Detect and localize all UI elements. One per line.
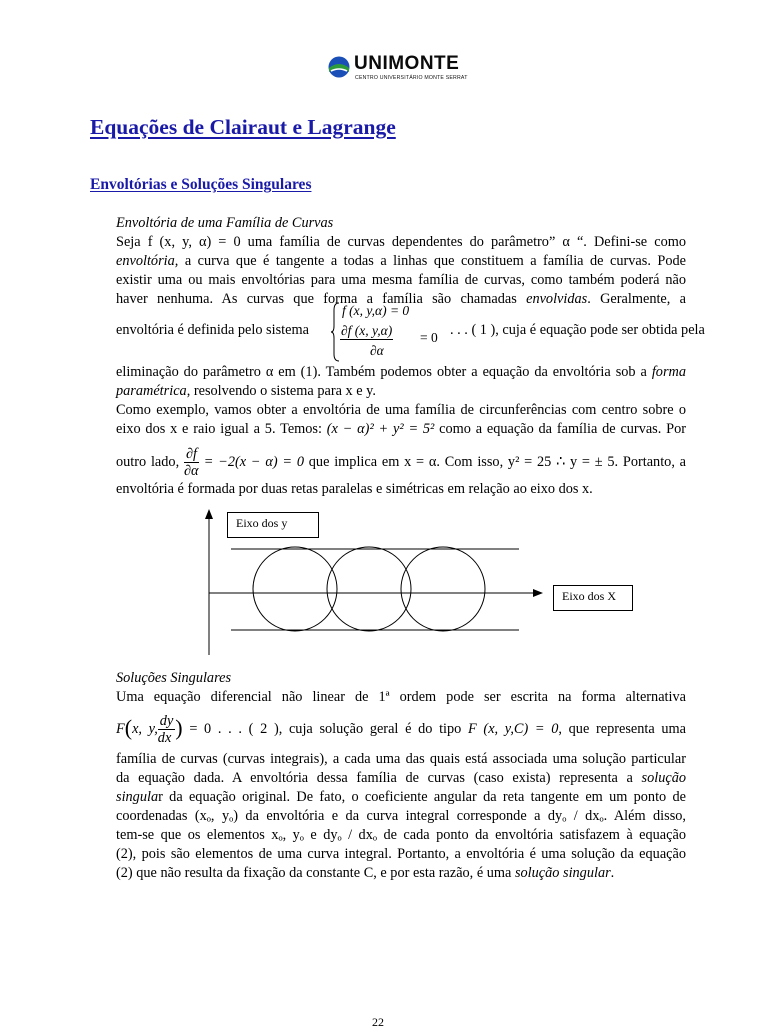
singular-line-4a: da equação dada. A envoltória dessa família de curvas (caso exista) representa a [116, 770, 633, 786]
page-title: Equações de Clairaut e Lagrange [90, 115, 396, 139]
singular-line-7: tem-se que os elementos xₒ, yₒ e dyₒ / dxₒ de cada ponto da envoltória satisfazem à equação [116, 827, 686, 843]
singular-line-9c: . [610, 865, 615, 881]
envelope-line-5b: . . . ( 1 ), cuja é equação pode ser obtida pela [450, 322, 705, 338]
alt-form-equation [116, 713, 212, 747]
system-eq-2 [340, 322, 438, 358]
derivative-equation: = −2(x − α) = 0 [203, 454, 304, 470]
partial-numerator: ∂f [185, 446, 197, 463]
term-singular: singula [116, 789, 159, 805]
singular-line-6: coordenadas (xₒ, yₒ) da envoltória e da curva integral corresponde a dyₒ / dxₒ. Além disso, [116, 808, 686, 824]
envelope-line-2 [116, 252, 686, 271]
envelope-line-4a: haver nenhuma. As curvas que forma a família são chamadas [116, 291, 527, 307]
brace-shape [330, 302, 340, 362]
envelope-line-6 [116, 363, 686, 382]
envelope-line-10a: outro lado, [116, 454, 180, 470]
singular-line-2b: . . . ( 2 ), cuja solução geral é do tipo [217, 721, 462, 737]
envelope-line-8: Como exemplo, vamos obter a envoltória de uma família de circunferências com centro sobre o [116, 402, 686, 418]
envelope-line-6-text: eliminação do parâmetro α em (1). Também podemos obter a equação da envoltória sob a [116, 364, 647, 380]
dy-numerator: dy [159, 713, 174, 730]
singular-line-8: (2), pois são elementos de uma curva integral. Portanto, a envoltória é uma solução da equação [116, 846, 686, 862]
circle-2 [327, 547, 411, 631]
term-solucao: solução [641, 770, 686, 786]
singular-line-2 [116, 710, 686, 746]
envelope-line-1: Seja f (x, y, α) = 0 uma família de curvas dependentes do parâmetro” α “. Defini-se como [116, 234, 686, 250]
term-envoltoria: envoltória, [116, 253, 179, 269]
general-solution-equation: F (x, y,C) = 0 [468, 721, 559, 737]
envelope-line-9b: como a equação da família de curvas. Por [439, 421, 686, 437]
term-envolvidas: envolvidas [526, 291, 588, 307]
x-axis-arrow [533, 589, 543, 597]
system-eq-1: f (x, y,α) = 0 [342, 303, 410, 318]
page-number: 22 [372, 1015, 384, 1029]
system-eq-2-numerator: ∂f (x, y,α) [341, 323, 393, 338]
term-solucao-singular: solução singular [514, 865, 611, 881]
singular-line-9 [116, 864, 686, 883]
envelope-line-5a: envoltória é definida pelo sistema [116, 322, 309, 338]
envelope-line-3: existir uma ou mais envoltórias para uma mesma família de curvas, como também poderá não [116, 272, 686, 288]
unimonte-emblem-icon [328, 56, 350, 78]
partial-denominator: ∂α [183, 463, 199, 480]
partial-derivative-fraction [184, 446, 199, 479]
envelope-line-4c: . Geralmente, a [587, 291, 686, 307]
y-axis-label: Eixo dos y [227, 512, 319, 538]
section-title: Envoltórias e Soluções Singulares [90, 176, 312, 193]
singular-line-3: família de curvas (curvas integrais), a cada uma das quais está associada uma solução particular [116, 751, 686, 767]
singular-line-5b: r da equação original. De fato, o coeficiente angular da reta tangente em um ponto de [158, 789, 686, 805]
x-axis-label: Eixo dos X [553, 585, 633, 611]
system-eq-2-equals: = 0 [420, 330, 438, 345]
envelope-line-11: envoltória é formada por duas retas paralelas e simétricas em relação ao eixo dos x. [116, 481, 593, 497]
y-axis-arrow [205, 509, 213, 519]
unimonte-logo [328, 52, 488, 86]
envelope-line-10b: que implica em x = α. Com isso, y² = 25 ∴ y = ± 5. Portanto, a [308, 454, 687, 470]
system-of-equations [330, 302, 450, 362]
singular-line-1: Uma equação diferencial não linear de 1ª ordem pode ser escrita na forma alternativa [116, 689, 686, 705]
envelope-line-10 [116, 445, 686, 479]
term-forma: forma [651, 364, 686, 380]
alt-form-equals: = 0 [189, 721, 212, 737]
envelope-figure [195, 505, 645, 655]
right-paren: ) [175, 715, 183, 740]
envelope-line-7-text: , resolvendo o sistema para x e y. [186, 383, 376, 399]
left-paren: ( [124, 715, 133, 740]
circle-family-equation: (x − α)² + y² = 5² [326, 421, 435, 437]
dy-dx-fraction [158, 713, 176, 746]
envelope-line-9 [116, 420, 686, 439]
alt-form-F: F [116, 721, 125, 737]
logo-subtitle: CENTRO UNIVERSITÁRIO MONTE SERRAT [355, 75, 468, 81]
envelope-line-2-text: a curva que é tangente a todas a linhas que constituem a família de curvas. Pode [178, 253, 686, 269]
logo-name: UNIMONTE [354, 53, 460, 74]
envelope-line-7 [116, 382, 686, 401]
singular-line-4 [116, 769, 686, 788]
dx-denominator: dx [157, 730, 172, 747]
circle-3 [401, 547, 485, 631]
singular-line-9a: (2) que não resulta da fixação da constante C, e por esta razão, é uma [116, 865, 512, 881]
envelope-heading: Envoltória de uma Família de Curvas [116, 215, 334, 231]
envelope-line-9a: eixo dos x e raio igual a 5. Temos: [116, 421, 322, 437]
circle-1 [253, 547, 337, 631]
alt-form-args: x, y, [132, 721, 158, 737]
singular-line-2c: , que representa uma [558, 721, 687, 737]
system-eq-2-denominator: ∂α [370, 343, 384, 358]
singular-heading: Soluções Singulares [116, 670, 232, 686]
singular-line-5 [116, 788, 686, 807]
term-parametrica: paramétrica [116, 383, 187, 399]
